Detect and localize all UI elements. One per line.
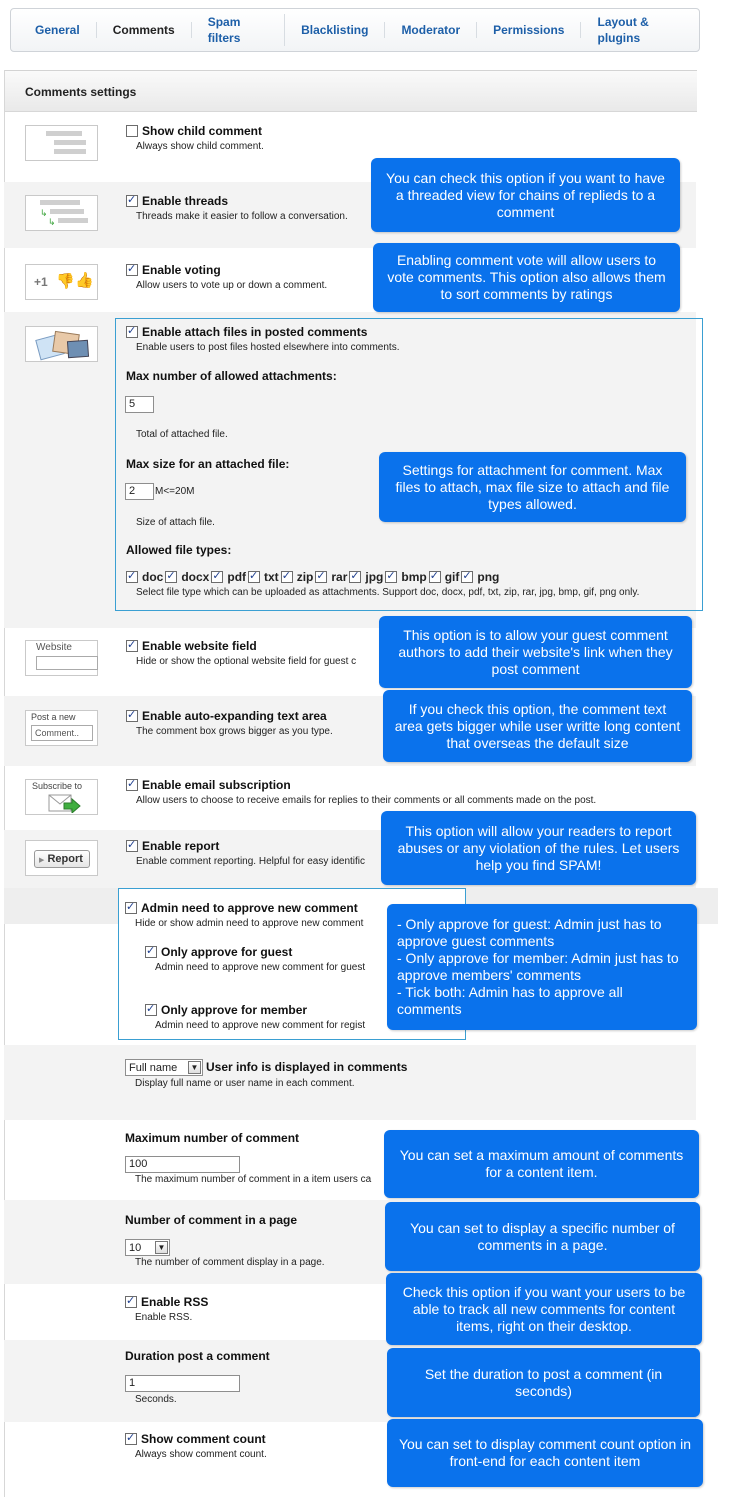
tab-layout-plugins[interactable]: Layout & plugins bbox=[597, 15, 649, 45]
user-info-select-value: Full name bbox=[129, 1061, 178, 1074]
per-page-select[interactable] bbox=[125, 1239, 170, 1256]
callout-approve-line3: - Tick both: Admin has to approve all comments bbox=[397, 984, 623, 1017]
callout-max-comment: You can set a maximum amount of comments for a content item. bbox=[384, 1130, 699, 1198]
file-type-checkbox[interactable] bbox=[211, 571, 223, 583]
attach-thumb bbox=[25, 326, 98, 362]
file-type-label: zip bbox=[296, 570, 314, 584]
envelope-icon bbox=[48, 793, 82, 813]
website-label: Enable website field bbox=[142, 639, 257, 653]
max-size-input[interactable]: 2 bbox=[125, 483, 154, 500]
threads-desc: Threads make it easier to follow a conversation. bbox=[136, 211, 348, 222]
max-comment-input[interactable]: 100 bbox=[125, 1156, 240, 1173]
option-attach bbox=[126, 325, 399, 353]
approve-desc: Hide or show admin need to approve new comment bbox=[135, 918, 364, 929]
threads-checkbox[interactable] bbox=[126, 195, 138, 207]
file-type-label: rar bbox=[331, 570, 348, 584]
user-info-desc: Display full name or user name in each comment. bbox=[135, 1078, 355, 1089]
report-label: Enable report bbox=[142, 839, 220, 853]
file-type-checkbox[interactable] bbox=[126, 571, 138, 583]
callout-rss: Check this option if you want your users to be able to track all new comments for content items, right on their desktop. bbox=[386, 1273, 702, 1345]
attach-label: Enable attach files in posted comments bbox=[142, 325, 368, 339]
approve-guest-label: Only approve for guest bbox=[161, 945, 293, 959]
show-child-checkbox[interactable] bbox=[126, 125, 138, 137]
duration-label: Duration post a comment bbox=[125, 1349, 270, 1363]
callout-autoexpand: If you check this option, the comment text area gets bigger while user writte long content that overseas the default size bbox=[383, 690, 692, 762]
file-types-label: Allowed file types: bbox=[126, 543, 232, 557]
max-attachments-input[interactable]: 5 bbox=[125, 396, 154, 413]
email-desc: Allow users to choose to receive emails for replies to their comments or all comments made on the post. bbox=[136, 795, 597, 806]
email-checkbox[interactable] bbox=[126, 779, 138, 791]
voting-thumb bbox=[25, 264, 98, 300]
panel-header bbox=[5, 70, 697, 112]
user-info-label: User info is displayed in comments bbox=[206, 1060, 408, 1074]
file-type-label: gif bbox=[444, 570, 460, 584]
panel-title: Comments settings bbox=[25, 85, 137, 99]
threads-label: Enable threads bbox=[142, 194, 229, 208]
option-voting bbox=[126, 263, 327, 291]
file-type-label: doc bbox=[142, 570, 164, 584]
duration-desc: Seconds. bbox=[135, 1394, 177, 1405]
website-desc: Hide or show the optional website field for guest c bbox=[136, 656, 357, 667]
option-approve bbox=[125, 901, 363, 929]
show-child-label: Show child comment bbox=[142, 124, 263, 138]
caret-right-icon: ▶ bbox=[39, 857, 45, 864]
file-type-rar[interactable] bbox=[315, 570, 347, 584]
option-rss bbox=[125, 1295, 208, 1323]
approve-checkbox[interactable] bbox=[125, 902, 137, 914]
tab-blacklisting[interactable]: Blacklisting bbox=[285, 22, 385, 38]
file-type-bmp[interactable] bbox=[385, 570, 426, 584]
option-autoexpand bbox=[126, 709, 333, 737]
max-attachments-label: Max number of allowed attachments: bbox=[126, 369, 337, 383]
file-type-checkbox[interactable] bbox=[248, 571, 260, 583]
file-type-pdf[interactable] bbox=[211, 570, 246, 584]
max-size-unit: M<=20M bbox=[155, 486, 195, 497]
file-type-checkbox[interactable] bbox=[385, 571, 397, 583]
file-type-checkbox[interactable] bbox=[429, 571, 441, 583]
option-website bbox=[126, 639, 356, 667]
file-type-checkbox[interactable] bbox=[349, 571, 361, 583]
voting-desc: Allow users to vote up or down a comment. bbox=[136, 280, 328, 291]
count-desc: Always show comment count. bbox=[135, 1449, 267, 1460]
file-type-txt[interactable] bbox=[248, 570, 279, 584]
callout-threads: You can check this option if you want to have a threaded view for chains of replieds to a comment bbox=[371, 158, 680, 232]
max-size-label: Max size for an attached file: bbox=[126, 457, 290, 471]
per-page-desc: The number of comment display in a page. bbox=[135, 1257, 325, 1268]
child-comment-thumb bbox=[25, 125, 98, 161]
threads-thumb bbox=[25, 195, 98, 231]
autoexpand-thumb bbox=[25, 710, 98, 746]
report-checkbox[interactable] bbox=[126, 840, 138, 852]
option-approve-member bbox=[145, 1003, 365, 1031]
report-desc: Enable comment reporting. Helpful for easy identific bbox=[136, 856, 366, 867]
report-thumb bbox=[25, 840, 98, 876]
option-show-child bbox=[126, 124, 264, 152]
option-count bbox=[125, 1432, 267, 1460]
per-page-select-value: 10 bbox=[129, 1241, 142, 1254]
callout-per-page: You can set to display a specific number of comments in a page. bbox=[385, 1202, 700, 1271]
website-thumb-field bbox=[36, 656, 98, 670]
chevron-down-icon[interactable]: ▼ bbox=[188, 1061, 201, 1074]
callout-duration: Set the duration to post a comment (in seconds) bbox=[387, 1348, 700, 1417]
tab-bar bbox=[10, 8, 700, 52]
rss-checkbox[interactable] bbox=[125, 1296, 137, 1308]
report-thumb-button bbox=[34, 850, 90, 868]
approve-member-checkbox[interactable] bbox=[145, 1004, 157, 1016]
option-threads bbox=[126, 194, 348, 222]
duration-input[interactable]: 1 bbox=[125, 1375, 240, 1392]
callout-attach: Settings for attachment for comment. Max files to attach, max file size to attach and file types allowed. bbox=[379, 452, 686, 522]
option-email bbox=[126, 778, 596, 806]
attach-desc: Enable users to post files hosted elsewhere into comments. bbox=[136, 342, 400, 353]
count-label: Show comment count bbox=[141, 1432, 266, 1446]
approve-member-desc: Admin need to approve new comment for regist bbox=[155, 1020, 366, 1031]
file-type-checkbox[interactable] bbox=[315, 571, 327, 583]
callout-approve-line1: - Only approve for guest: Admin just has to approve guest comments bbox=[397, 916, 662, 949]
file-type-label: jpg bbox=[365, 570, 384, 584]
voting-checkbox[interactable] bbox=[126, 264, 138, 276]
autoexpand-thumb-text2: Comment.. bbox=[31, 725, 93, 741]
file-type-label: png bbox=[477, 570, 500, 584]
thumbs-up-icon: 👍 bbox=[75, 272, 94, 289]
approve-guest-desc: Admin need to approve new comment for guest bbox=[155, 962, 366, 973]
option-report bbox=[126, 839, 365, 867]
max-size-help: Size of attach file. bbox=[136, 517, 215, 528]
rss-desc: Enable RSS. bbox=[135, 1312, 193, 1323]
rss-label: Enable RSS bbox=[141, 1295, 209, 1309]
max-attachments-help: Total of attached file. bbox=[136, 429, 228, 440]
tab-general[interactable]: General bbox=[19, 22, 97, 38]
website-thumb-text: Website bbox=[36, 642, 72, 653]
file-type-label: docx bbox=[181, 570, 210, 584]
attach-checkbox[interactable] bbox=[126, 326, 138, 338]
svg-text:↳: ↳ bbox=[40, 209, 48, 219]
tab-comments[interactable]: Comments bbox=[97, 22, 192, 38]
website-thumb bbox=[25, 640, 98, 676]
file-type-label: txt bbox=[264, 570, 279, 584]
approve-label: Admin need to approve new comment bbox=[141, 901, 358, 915]
max-comment-label: Maximum number of comment bbox=[125, 1131, 300, 1145]
tab-spam-filters[interactable]: Spam filters bbox=[192, 14, 285, 46]
autoexpand-checkbox[interactable] bbox=[126, 710, 138, 722]
callout-approve-line2: - Only approve for member: Admin just has to approve members' comments bbox=[397, 950, 679, 983]
report-thumb-text: Report bbox=[47, 853, 83, 865]
email-thumb-text: Subscribe to bbox=[32, 781, 83, 791]
file-type-jpg[interactable] bbox=[349, 570, 383, 584]
file-types-list bbox=[126, 570, 501, 584]
file-type-docx[interactable] bbox=[165, 570, 209, 584]
autoexpand-label: Enable auto-expanding text area bbox=[142, 709, 327, 723]
email-label: Enable email subscription bbox=[142, 778, 291, 792]
callout-voting: Enabling comment vote will allow users to vote comments. This option also allows them to sort comments by ratings bbox=[373, 243, 680, 312]
callout-report: This option will allow your readers to report abuses or any violation of the rules. Let users help you find SPAM! bbox=[381, 811, 696, 885]
email-thumb bbox=[25, 779, 98, 815]
file-type-label: bmp bbox=[401, 570, 427, 584]
thumbs-down-icon: 👎 bbox=[56, 273, 75, 290]
file-type-gif[interactable] bbox=[429, 570, 460, 584]
show-child-desc: Always show child comment. bbox=[136, 141, 264, 152]
file-type-checkbox[interactable] bbox=[281, 571, 293, 583]
user-info-select[interactable] bbox=[125, 1059, 203, 1076]
autoexpand-thumb-text1: Post a new bbox=[31, 712, 76, 722]
file-type-checkbox[interactable] bbox=[165, 571, 177, 583]
approve-guest-checkbox[interactable] bbox=[145, 946, 157, 958]
website-checkbox[interactable] bbox=[126, 640, 138, 652]
autoexpand-desc: The comment box grows bigger as you type. bbox=[136, 726, 333, 737]
max-comment-desc: The maximum number of comment in a item users ca bbox=[135, 1174, 372, 1185]
voting-thumb-text: +1 bbox=[34, 275, 48, 289]
chevron-down-icon[interactable]: ▼ bbox=[155, 1241, 168, 1254]
voting-label: Enable voting bbox=[142, 263, 221, 277]
file-type-checkbox[interactable] bbox=[461, 571, 473, 583]
file-type-zip[interactable] bbox=[281, 570, 314, 584]
approve-member-label: Only approve for member bbox=[161, 1003, 308, 1017]
file-types-help: Select file type which can be uploaded as attachments. Support doc, docx, pdf, txt, zip, rar, jpg, bmp, gif, png only. bbox=[136, 587, 640, 598]
option-approve-guest bbox=[145, 945, 365, 973]
per-page-label: Number of comment in a page bbox=[125, 1213, 298, 1227]
tab-permissions[interactable]: Permissions bbox=[477, 22, 581, 38]
callout-approve bbox=[387, 904, 697, 1030]
count-checkbox[interactable] bbox=[125, 1433, 137, 1445]
callout-website: This option is to allow your guest comment authors to add their website's link when they post comment bbox=[379, 616, 692, 688]
file-type-png[interactable] bbox=[461, 570, 499, 584]
callout-count: You can set to display comment count option in front-end for each content item bbox=[387, 1419, 703, 1487]
file-type-label: pdf bbox=[227, 570, 247, 584]
svg-text:↳: ↳ bbox=[48, 218, 56, 228]
tab-moderator[interactable]: Moderator bbox=[385, 22, 477, 38]
file-type-doc[interactable] bbox=[126, 570, 163, 584]
